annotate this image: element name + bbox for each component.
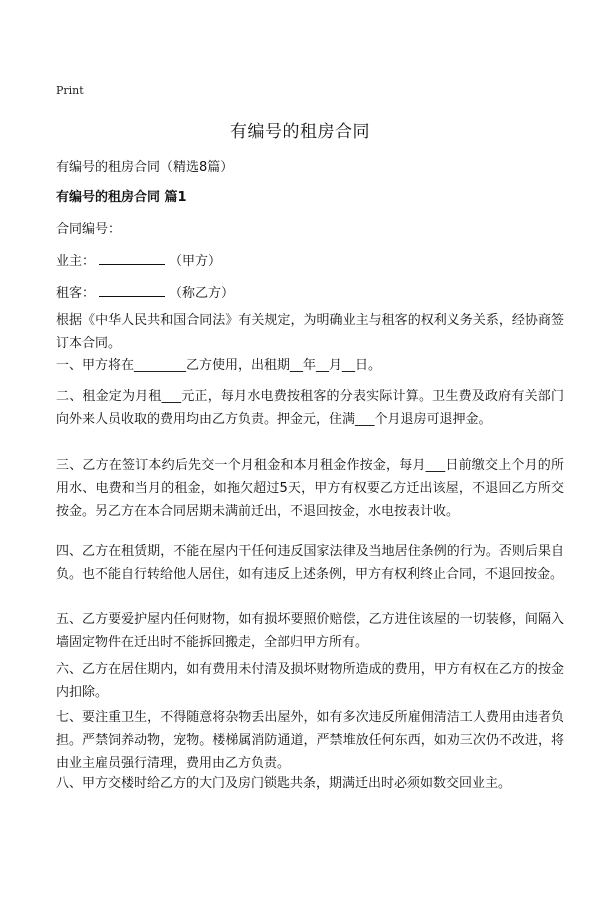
paragraph-clause-5: 五、乙方要爱护屋内任何财物，如有损坏要照价赔偿，乙方进住该屋的一切装修，间隔入墙固定物件在迁出时不能拆回搬走，全部归甲方所有。 xyxy=(56,612,564,650)
owner-label: 业主： xyxy=(56,254,96,269)
paragraph-clause-1: 一、甲方将在________乙方使用，出租期__年__月__日。 xyxy=(56,358,382,373)
paragraph-clause-2: 二、租金定为月租___元正，每月水电费按租客的分表实际计算。卫生费及政府有关部门向外来人员收取的费用均由乙方负责。押金元，住满___个月退房可退押金。 xyxy=(56,389,564,427)
paragraph-clause-6: 六、乙方在居住期内，如有费用未付清及损坏财物所造成的费用，甲方有权在乙方的按金内扣除。 xyxy=(56,662,564,700)
tenant-label: 租客： xyxy=(56,286,96,301)
contract-number-label: 合同编号： xyxy=(56,222,122,237)
tenant-field xyxy=(56,282,234,301)
owner-field xyxy=(56,250,221,269)
document-title: 有编号的租房合同 xyxy=(230,122,370,142)
owner-suffix: （甲方） xyxy=(169,254,222,269)
print-label[interactable]: Print xyxy=(56,84,84,97)
paragraph-clause-3: 三、乙方在签订本约后先交一个月租金和本月租金作按金，每月___日前缴交上个月的所用水、电费和当月的租金，如拖欠超过5天，甲方有权要乙方迁出该屋，不退回乙方所交按金。另乙方在本合同居期未满前迁出，不退回按金，水电按表计收。 xyxy=(56,458,564,519)
paragraph-clause-7: 七、要注重卫生，不得随意将杂物丢出屋外，如有多次违反所雇佣清洁工人费用由违者负担。严禁饲养动物，宠物。楼梯属消防通道，严禁堆放任何东西，如劝三次仍不改进，将由业主雇员强行清理，费用由乙方负责。 xyxy=(56,710,564,771)
contract-number-field xyxy=(56,218,121,237)
document-subtitle: 有编号的租房合同（精选8篇） xyxy=(56,160,234,175)
section-title: 有编号的租房合同 篇1 xyxy=(56,190,187,205)
paragraph-clause-4: 四、乙方在租赁期，不能在屋内干任何违反国家法律及当地居住条例的行为。否则后果自负。也不能自行转给他人居住，如有违反上述条例，甲方有权利终止合同，不退回按金。 xyxy=(56,544,564,582)
tenant-blank xyxy=(99,284,165,297)
owner-blank xyxy=(99,252,165,265)
tenant-suffix: （称乙方） xyxy=(169,286,235,301)
paragraph-clause-8: 八、甲方交楼时给乙方的大门及房门锁匙共条，期满迁出时必须如数交回业主。 xyxy=(56,776,512,791)
paragraph-intro: 根据《中华人民共和国合同法》有关规定，为明确业主与租客的权利义务关系，经协商签订本合同。 xyxy=(56,313,564,351)
